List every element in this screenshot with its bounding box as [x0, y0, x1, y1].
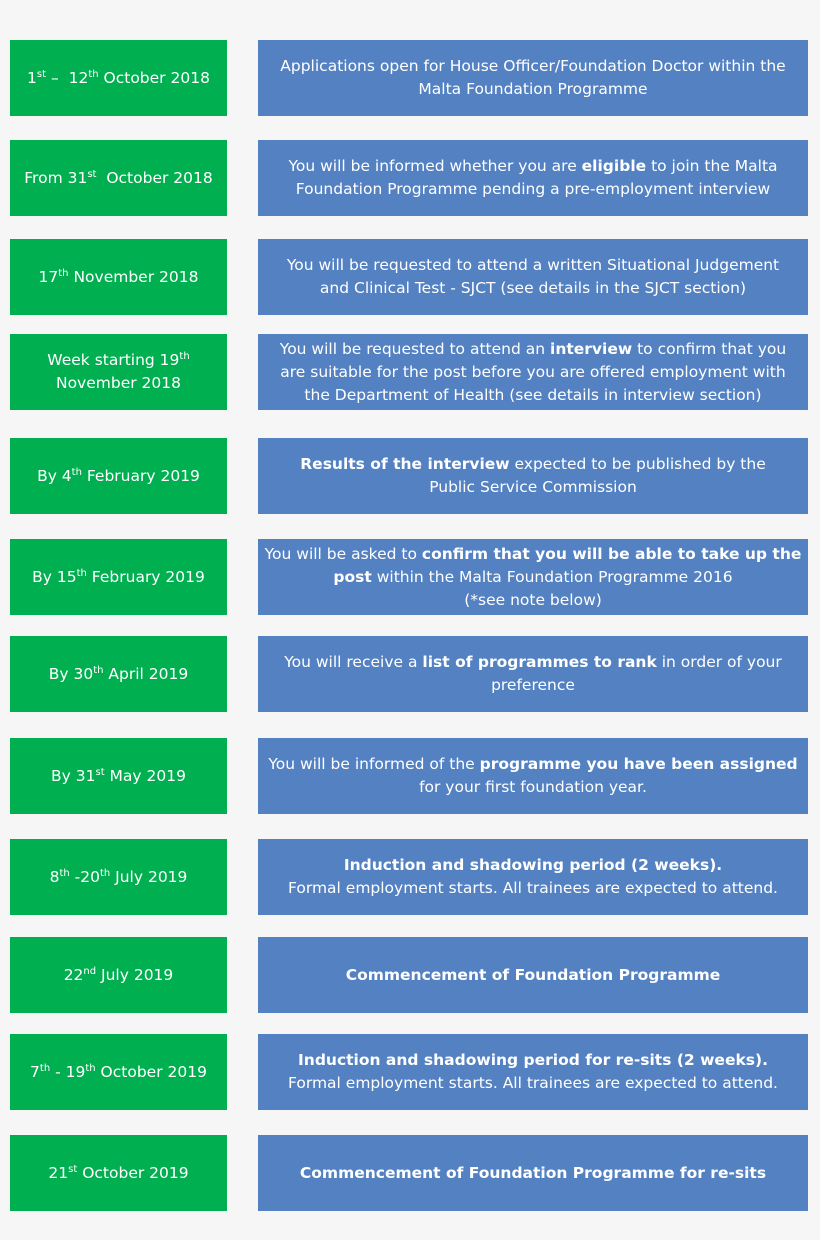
text-segment: Week starting 19 — [47, 351, 180, 369]
description-box — [258, 1034, 808, 1110]
text-segment: - 19 — [50, 1062, 86, 1081]
text-line — [288, 854, 778, 877]
text-segment: are suitable for the post before you are offered employment with — [280, 362, 786, 381]
date-box — [10, 438, 227, 514]
description-text — [288, 854, 778, 900]
text-segment: From 31 — [24, 168, 88, 187]
text-segment: within the Malta Foundation Programme 2016 — [371, 567, 733, 586]
description-box — [258, 738, 808, 814]
text-segment: October 2019 — [95, 1062, 207, 1081]
description-box — [258, 839, 808, 915]
text-segment: 1 — [27, 68, 37, 87]
description-text — [300, 453, 765, 499]
text-segment: October 2019 — [77, 1163, 189, 1182]
text-segment: You will be requested to attend a written Situational Judgement — [286, 256, 780, 274]
description-box — [258, 539, 808, 615]
bold-text: Induction and shadowing period (2 weeks). — [343, 856, 723, 874]
ordinal-suffix: th — [93, 664, 104, 676]
text-segment: Applications open for House Officer/Foundation Doctor within the — [280, 57, 786, 75]
text-line — [300, 476, 765, 499]
date-text — [37, 465, 200, 488]
text-segment: Malta Foundation Programme — [418, 80, 648, 98]
text-segment: to join the Malta — [646, 157, 778, 175]
description-box — [258, 937, 808, 1013]
date-text — [39, 266, 199, 289]
date-text — [49, 663, 188, 686]
text-line — [288, 1049, 778, 1072]
bold-text: eligible — [581, 157, 647, 175]
ordinal-suffix: th — [88, 68, 99, 80]
text-line — [346, 964, 721, 987]
text-line — [288, 1072, 778, 1095]
text-segment: July 2019 — [110, 867, 188, 886]
description-text — [268, 753, 797, 799]
description-box — [258, 1135, 808, 1211]
text-line — [287, 277, 779, 300]
text-segment: to confirm that you — [632, 339, 787, 358]
text-segment: in order of your — [656, 653, 782, 671]
text-line — [265, 566, 802, 589]
ordinal-suffix: st — [87, 168, 97, 180]
text-line — [27, 67, 210, 90]
description-text — [284, 651, 782, 697]
text-segment: 21 — [48, 1163, 69, 1182]
date-box — [10, 239, 227, 315]
description-box — [258, 636, 808, 712]
ordinal-suffix: th — [39, 1062, 51, 1074]
text-line — [37, 465, 200, 488]
ordinal-suffix: th — [71, 466, 82, 478]
text-line — [49, 663, 188, 686]
text-line — [280, 361, 786, 384]
date-text — [30, 1061, 207, 1084]
bold-text: confirm that you will be able to take up the — [421, 544, 802, 563]
text-segment: 22 — [63, 965, 84, 984]
text-segment: You will be informed whether you are — [288, 157, 582, 175]
date-box — [10, 334, 227, 410]
description-box — [258, 438, 808, 514]
text-line — [51, 765, 186, 788]
date-text — [50, 866, 188, 889]
text-line — [284, 651, 782, 674]
date-text — [48, 1162, 188, 1185]
ordinal-suffix: st — [95, 766, 105, 778]
text-line — [280, 338, 786, 361]
ordinal-suffix: th — [85, 1062, 96, 1074]
description-text — [288, 155, 777, 201]
text-line — [280, 55, 785, 78]
description-text — [287, 254, 779, 300]
text-segment: the Department of Health (see details in interview section) — [304, 385, 762, 404]
date-text — [47, 349, 189, 395]
text-line — [265, 543, 802, 566]
text-segment: October 2018 — [98, 68, 210, 87]
text-segment: Formal employment starts. All trainees are expected to attend. — [288, 879, 778, 897]
date-box — [10, 1034, 227, 1110]
text-line — [280, 78, 785, 101]
text-line — [47, 372, 189, 395]
text-line — [265, 589, 802, 612]
text-segment: October 2018 — [96, 168, 213, 187]
date-text — [51, 765, 186, 788]
date-box — [10, 40, 227, 116]
text-segment: By 4 — [37, 466, 72, 485]
text-line — [287, 254, 779, 277]
bold-text: Commencement of Foundation Programme — [345, 965, 721, 984]
bold-text: post — [333, 567, 372, 586]
date-text — [24, 167, 212, 190]
bold-text: Induction and shadowing period for re-sits (2 weeks). — [298, 1051, 768, 1069]
text-line — [280, 384, 786, 407]
date-text — [27, 67, 210, 90]
date-box — [10, 937, 227, 1013]
text-segment: November 2018 — [68, 267, 199, 286]
text-segment: By 15 — [32, 567, 77, 586]
text-line — [288, 877, 778, 900]
text-segment: July 2019 — [96, 965, 174, 984]
text-segment: You will be asked to — [264, 544, 422, 563]
bold-text: Results of the interview — [300, 455, 510, 473]
text-segment: (*see note below) — [464, 590, 602, 609]
text-line — [39, 266, 199, 289]
text-segment: and Clinical Test - SJCT (see details in the SJCT section) — [319, 279, 747, 297]
date-box — [10, 738, 227, 814]
text-line — [30, 1061, 207, 1084]
description-text — [280, 338, 786, 407]
text-line — [300, 1162, 766, 1185]
text-line — [48, 1162, 188, 1185]
description-box — [258, 140, 808, 216]
description-box — [258, 40, 808, 116]
text-line — [284, 674, 782, 697]
date-box — [10, 140, 227, 216]
ordinal-suffix: st — [36, 68, 47, 80]
date-box — [10, 636, 227, 712]
description-text — [265, 543, 802, 612]
text-segment: May 2019 — [104, 766, 186, 785]
bold-text: list of programmes to rank — [422, 653, 657, 671]
bold-text: programme you have been assigned — [479, 755, 798, 773]
date-box — [10, 839, 227, 915]
bold-text: Commencement of Foundation Programme for re-sits — [299, 1163, 767, 1182]
description-text — [300, 1162, 766, 1185]
text-segment: 7 — [30, 1062, 40, 1081]
date-text — [32, 566, 205, 589]
bold-text: interview — [550, 339, 633, 358]
text-line — [288, 155, 777, 178]
ordinal-suffix: th — [76, 567, 87, 579]
text-segment: You will be requested to attend an — [279, 339, 550, 358]
text-segment: -20 — [69, 867, 100, 886]
text-line — [47, 349, 189, 372]
text-segment: Formal employment starts. All trainees are expected to attend. — [288, 1074, 778, 1092]
text-segment: February 2019 — [81, 466, 200, 485]
text-segment: 8 — [49, 867, 60, 886]
text-segment: Public Service Commission — [429, 478, 637, 496]
text-segment: February 2019 — [86, 567, 205, 586]
text-line — [24, 167, 212, 190]
text-segment: You will be informed of the — [268, 755, 480, 773]
text-segment: Foundation Programme pending a pre-employment interview — [295, 180, 771, 198]
date-box — [10, 539, 227, 615]
text-line — [50, 866, 188, 889]
text-segment: April 2019 — [103, 664, 189, 683]
text-segment: for your first foundation year. — [419, 778, 647, 796]
ordinal-suffix: th — [58, 267, 69, 279]
ordinal-suffix: st — [68, 1163, 78, 1175]
description-text — [280, 55, 785, 101]
date-box — [10, 1135, 227, 1211]
text-segment: By 31 — [51, 766, 96, 785]
ordinal-suffix: th — [99, 867, 111, 879]
text-line — [32, 566, 205, 589]
text-segment: By 30 — [48, 664, 94, 683]
text-line — [268, 753, 797, 776]
description-text — [288, 1049, 778, 1095]
text-segment: 17 — [38, 267, 59, 286]
text-segment: – 12 — [46, 68, 89, 87]
ordinal-suffix: th — [179, 351, 190, 362]
description-box — [258, 239, 808, 315]
text-segment: preference — [491, 676, 575, 694]
text-line — [300, 453, 765, 476]
text-segment: You will receive a — [284, 653, 423, 671]
ordinal-suffix: th — [59, 867, 70, 879]
text-segment: expected to be published by the — [509, 455, 766, 473]
ordinal-suffix: nd — [83, 965, 97, 977]
text-line — [288, 178, 777, 201]
date-text — [64, 964, 174, 987]
text-line — [268, 776, 797, 799]
text-line — [64, 964, 174, 987]
description-text — [346, 964, 721, 987]
description-box — [258, 334, 808, 410]
text-segment: November 2018 — [55, 374, 181, 392]
